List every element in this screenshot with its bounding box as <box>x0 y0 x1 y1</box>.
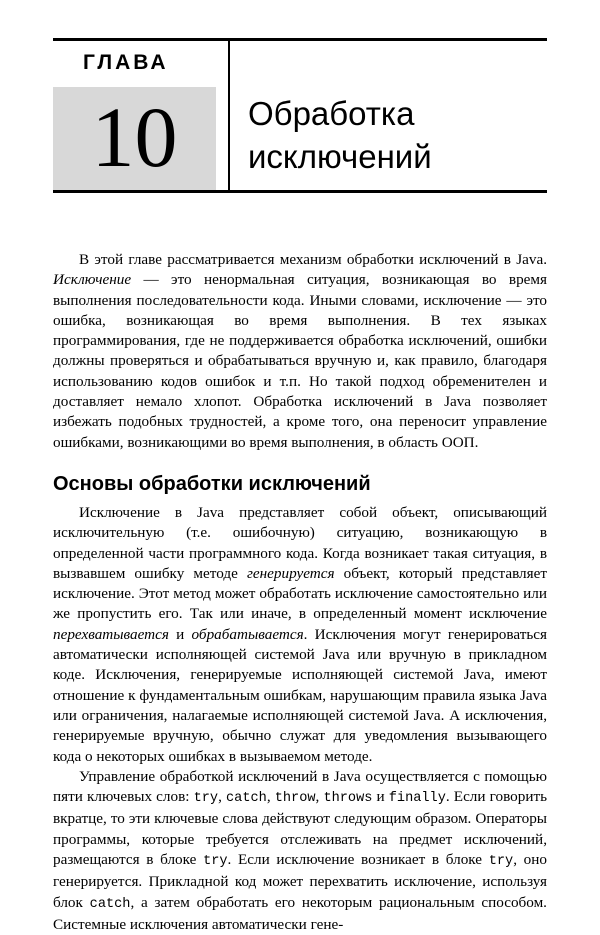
para3-text-e: и <box>372 788 389 806</box>
keyword-try-2: try <box>203 854 228 870</box>
para2-italic-3: обрабатывается <box>191 625 304 643</box>
chapter-title-line-1: Обработка <box>248 95 415 132</box>
para3-text-h: , оно генерируется. Прикладной код может перехватить исключение, используя блок <box>53 851 547 911</box>
section-heading: Основы обработки исключений <box>53 472 371 495</box>
paragraph-definition <box>53 503 547 767</box>
keyword-throw: throw <box>274 791 316 807</box>
keyword-catch-2: catch <box>89 896 131 912</box>
para2-text-c: и <box>168 625 192 643</box>
para3-text-d: , <box>315 788 324 806</box>
para1-italic-1: Исключение <box>53 271 132 289</box>
chapter-title <box>248 92 548 178</box>
keyword-throws: throws <box>323 791 373 807</box>
para1-text-b: — это ненормальная ситуация, возникающая во время выполнения последовательности кода. Иными словами, исключение — это ошибка, возникающая во время выполнения. В тех языках программирования, где не поддерживается обработка исключений, ошибки должны проверяться и обрабатываться вручную и, как правило, благодаря использованию кодов ошибок и т.п. Но такой подход обременителен и доставляет немало хлопот. Обработка исключений в Java позволяет избежать подобных трудностей, а кроме того, она переносит управление ошибками, возникающими во время выполнения, в область ООП. <box>53 271 547 451</box>
paragraph-keywords <box>53 767 547 935</box>
para2-italic-2: перехватывается <box>53 625 169 643</box>
para1-text-a: В этой главе рассматривается механизм обработки исключений в Java. <box>79 251 547 268</box>
para3-text-f: . Если говорить вкратце, то эти ключевые слова действуют следующим образом. Операторы программы, которые требуется отслеживать на предмет исключений, размещаются в блоке <box>53 788 548 869</box>
para3-text-g: . Если исключение возникает в блоке <box>227 851 489 869</box>
keyword-catch-1: catch <box>226 791 267 807</box>
para3-text-c: , <box>266 788 275 806</box>
para3-text-a: Управление обработкой исключений в Java осуществляется с помощью пяти ключевых слов: <box>53 767 547 806</box>
para2-text-b: объект, который представляет исключение. Этот метод может обработать исключение самостоятельно или же пропустить его. Так или иначе, в определенный момент исключение <box>53 564 547 623</box>
header-bottom-rule <box>53 190 547 193</box>
chapter-title-line-2: исключений <box>248 138 432 175</box>
chapter-header <box>53 38 547 193</box>
body-text <box>53 250 547 935</box>
paragraph-intro <box>53 250 547 453</box>
chapter-number: 10 <box>91 89 178 185</box>
keyword-try-1: try <box>193 791 219 807</box>
para2-italic-1: генерируется <box>246 564 335 582</box>
para3-text-i: , а затем обработать его некоторым рациональным способом. Системные исключения автоматически гене- <box>53 893 547 933</box>
chapter-label: ГЛАВА <box>83 51 169 74</box>
keyword-finally: finally <box>388 791 446 807</box>
chapter-number-block <box>53 41 216 190</box>
para2-text-a: Исключение в Java представляет собой объект, описывающий исключительную (т.е. ошибочную) ситуацию, возникающую в определенной части программного кода. Когда возникает такая ситуация, в вызвавшем ошибку методе <box>53 503 547 582</box>
keyword-try-3: try <box>488 854 514 870</box>
chapter-vertical-divider <box>228 41 230 190</box>
para3-text-b: , <box>218 788 227 806</box>
para2-text-d: . Исключения могут генерироваться автоматически исполняющей системой Java или вручную в прикладном коде. Исключения, генерируемые исполняющей системой Java, имеют отношение к фундаментальным ошибкам, нарушающим правила языка Java или ограничения, налагаемые исполняющей системой Java. А исключения, генерируемые вручную, обычно служат для уведомления вызывающего кода о некоторых ошибках в вызываемом методе. <box>53 625 547 765</box>
